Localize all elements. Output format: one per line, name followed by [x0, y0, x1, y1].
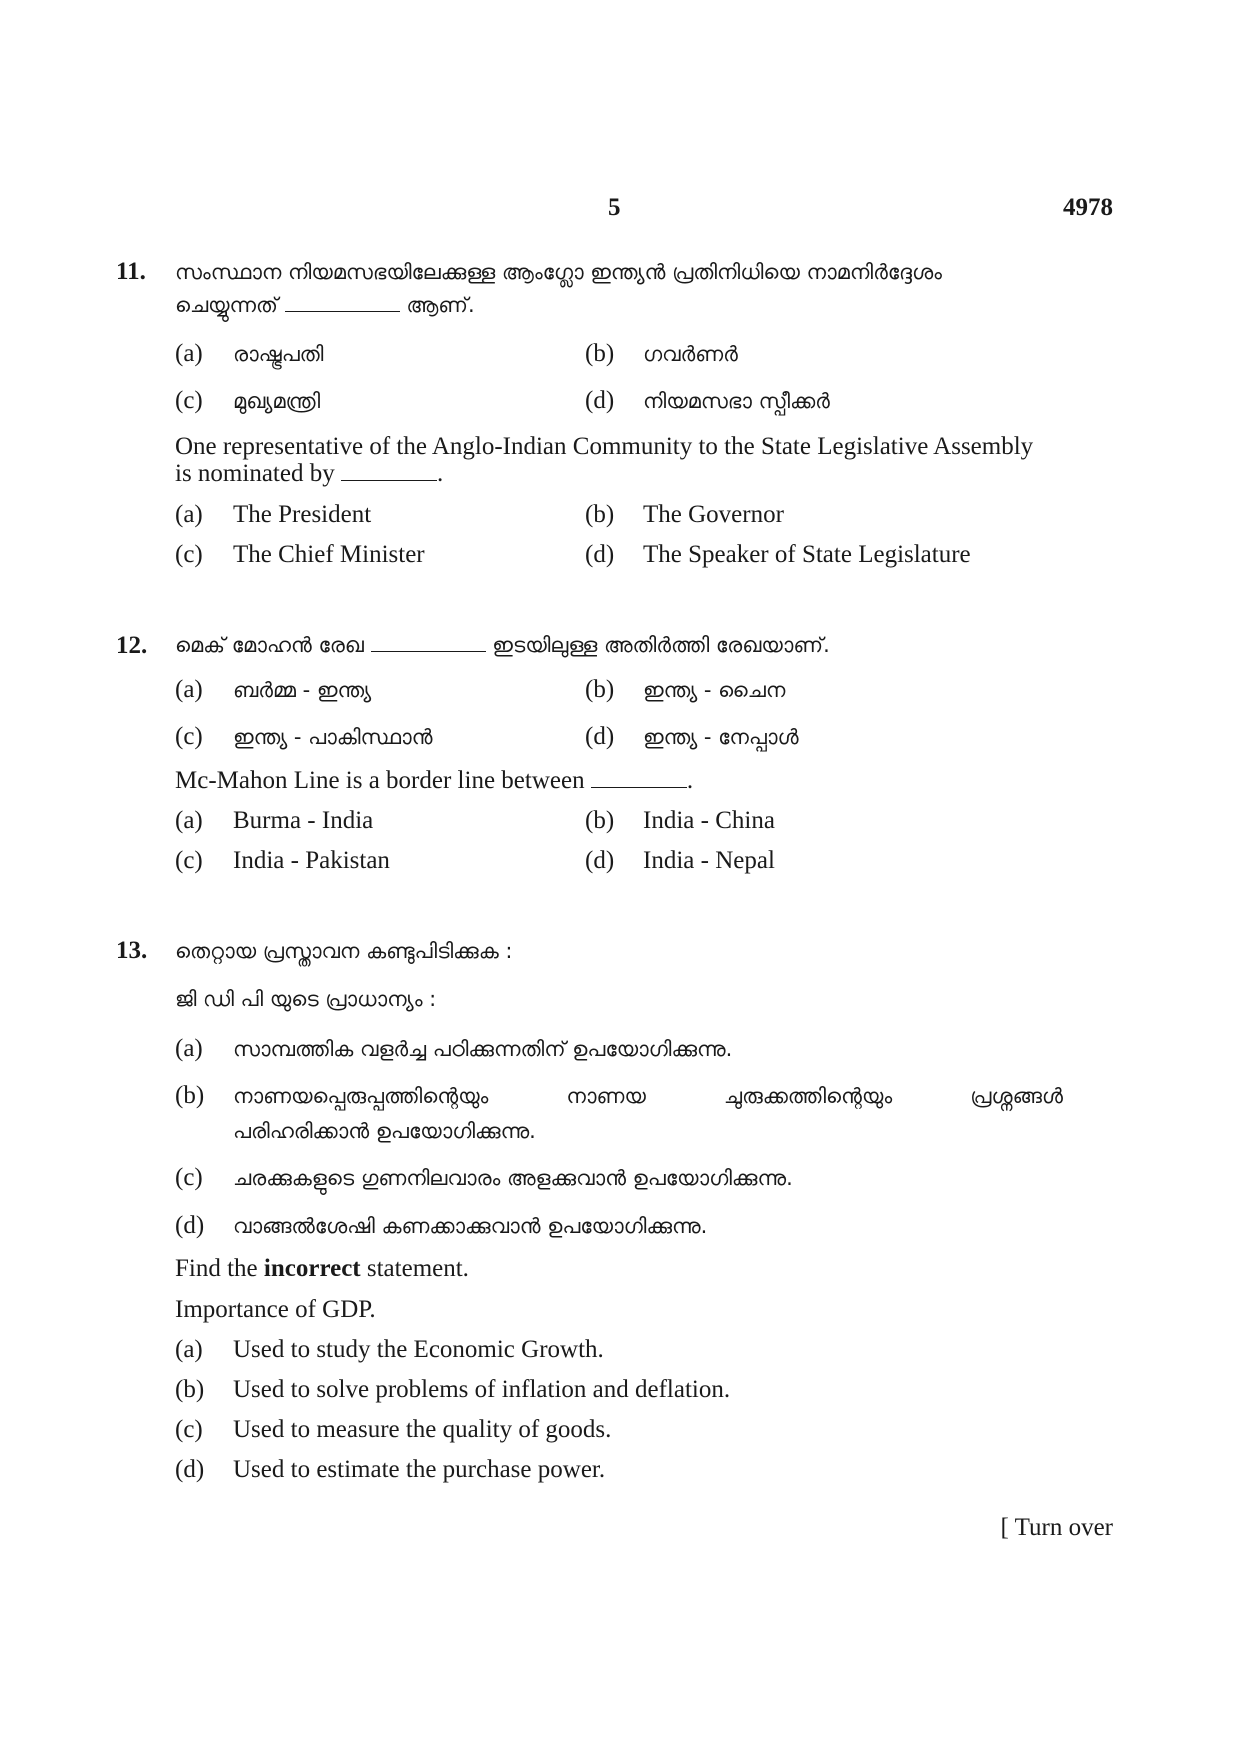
option-text: ഗവർണർ: [643, 342, 738, 366]
option-row: [175, 1079, 1075, 1115]
option-text: Used to estimate the purchase power.: [233, 1456, 606, 1483]
answer-blank: [591, 767, 687, 788]
option-label: (b): [585, 340, 615, 367]
question-number: 12.: [116, 632, 148, 659]
option-row: [175, 1161, 1075, 1197]
answer-blank: [285, 291, 400, 312]
option-label: (b): [175, 1376, 205, 1403]
text-segment: is nominated by: [175, 460, 335, 487]
option-text: വാങ്ങൽശേഷി കണക്കാക്കുവാൻ ഉപയോഗിക്കുന്നു.: [233, 1214, 708, 1238]
option-text: The Speaker of State Legislature: [643, 541, 971, 568]
option-row: [175, 720, 1075, 756]
question-subtext-en: Importance of GDP.: [175, 1296, 376, 1323]
turn-over-note: [ Turn over: [1000, 1514, 1113, 1541]
option-text: India - Nepal: [643, 847, 775, 874]
option-label: (b): [585, 807, 615, 834]
option-label: (c): [175, 1416, 203, 1443]
option-label: (a): [175, 1336, 203, 1363]
option-text: The Governor: [643, 501, 784, 528]
text-segment: ചെയ്യുന്നത്: [175, 293, 278, 317]
option-row: [175, 384, 1075, 420]
option-label: (b): [585, 501, 615, 528]
option-text: പരിഹരിക്കാൻ ഉപയോഗിക്കുന്നു.: [233, 1119, 536, 1143]
text-segment: ഇടയിലുള്ള അതിർത്തി രേഖയാണ്.: [492, 633, 830, 657]
option-row: [175, 673, 1075, 709]
option-label: (a): [175, 340, 203, 367]
option-label: (a): [175, 1035, 203, 1062]
question-number: 13.: [116, 937, 148, 964]
option-label: (c): [175, 541, 203, 568]
option-text: നാണയപ്പെരുപ്പത്തിന്റെയും നാണയ ചുരുക്കത്തിന്റെയും പ്രശ്നങ്ങൾ: [233, 1084, 1063, 1108]
option-label: (d): [585, 541, 615, 568]
option-label: (d): [585, 847, 615, 874]
option-text: ഇന്ത്യ - നേപ്പാൾ: [643, 725, 799, 749]
text-segment: മെക് മോഹൻ രേഖ: [175, 633, 364, 657]
question-text-ml: തെറ്റായ പ്രസ്താവന കണ്ടുപിടിക്കുക :: [175, 939, 513, 963]
option-label: (c): [175, 847, 203, 874]
text-segment: Find the: [175, 1255, 258, 1282]
page-number: 5: [608, 194, 621, 221]
question-text-en: One representative of the Anglo-Indian Community to the State Legislative Assembly: [175, 433, 1034, 460]
option-row: [175, 540, 1075, 576]
option-text: മുഖ്യമന്ത്രി: [233, 389, 321, 413]
option-label: (a): [175, 807, 203, 834]
option-text: The President: [233, 501, 372, 528]
option-text: Used to measure the quality of goods.: [233, 1416, 612, 1443]
option-row: [175, 1455, 1075, 1491]
question-subtext-ml: ജി ഡി പി യുടെ പ്രാധാന്യം :: [175, 987, 437, 1011]
option-row: [175, 1335, 1075, 1371]
question-text-en: is nominated by .: [175, 460, 444, 487]
option-label: (c): [175, 723, 203, 750]
question-number: 11.: [116, 258, 146, 285]
option-text: നിയമസഭാ സ്പീക്കർ: [643, 389, 830, 413]
text-segment: statement.: [366, 1255, 469, 1282]
option-row: [175, 1032, 1075, 1068]
option-label: (a): [175, 501, 203, 528]
option-label: (b): [175, 1082, 205, 1109]
option-label: (d): [175, 1456, 205, 1483]
option-row: [175, 337, 1075, 373]
option-label: (c): [175, 1164, 203, 1191]
text-segment: Mc-Mahon Line is a border line between: [175, 767, 585, 794]
option-text: ബർമ്മ - ഇന്ത്യ: [233, 678, 372, 702]
option-row-continuation: [175, 1114, 1075, 1150]
option-row: [175, 846, 1075, 882]
option-text: Used to study the Economic Growth.: [233, 1336, 604, 1363]
text-segment: ആണ്.: [406, 293, 475, 317]
option-row: [175, 1375, 1075, 1411]
option-text: The Chief Minister: [233, 541, 425, 568]
question-text-en: [175, 1254, 469, 1284]
option-text: India - Pakistan: [233, 847, 390, 874]
option-text: Burma - India: [233, 807, 374, 834]
option-text: രാഷ്ട്രപതി: [233, 342, 324, 366]
answer-blank: [341, 460, 437, 481]
option-row: [175, 1209, 1075, 1245]
option-text: India - China: [643, 807, 775, 834]
option-text: Used to solve problems of inflation and deflation.: [233, 1376, 731, 1403]
question-text-ml: [175, 288, 475, 322]
emphasis-text: incorrect: [263, 1255, 361, 1282]
option-text: സാമ്പത്തിക വളർച്ച പഠിക്കുന്നതിന് ഉപയോഗിക്കുന്നു.: [233, 1037, 733, 1061]
paper-code: 4978: [1063, 194, 1113, 221]
option-label: (c): [175, 387, 203, 414]
option-label: (a): [175, 676, 203, 703]
option-text: ചരക്കുകളുടെ ഗുണനിലവാരം അളക്കുവാൻ ഉപയോഗിക്കുന്നു.: [233, 1166, 793, 1190]
option-label: (b): [585, 676, 615, 703]
option-label: (d): [585, 723, 615, 750]
question-text-en: Mc-Mahon Line is a border line between .: [175, 767, 694, 794]
option-row: [175, 1415, 1075, 1451]
option-label: (d): [175, 1212, 205, 1239]
option-text: ഇന്ത്യ - ചൈന: [643, 678, 786, 702]
option-label: (d): [585, 387, 615, 414]
option-row: [175, 500, 1075, 536]
question-text-ml: [175, 628, 830, 662]
question-text-ml: സംസ്ഥാന നിയമസഭയിലേക്കുള്ള ആംഗ്ലോ ഇന്ത്യൻ പ്രതിനിധിയെ നാമനിർദ്ദേശം: [175, 260, 942, 284]
option-text: ഇന്ത്യ - പാകിസ്ഥാൻ: [233, 725, 433, 749]
option-row: [175, 806, 1075, 842]
answer-blank: [371, 631, 486, 652]
